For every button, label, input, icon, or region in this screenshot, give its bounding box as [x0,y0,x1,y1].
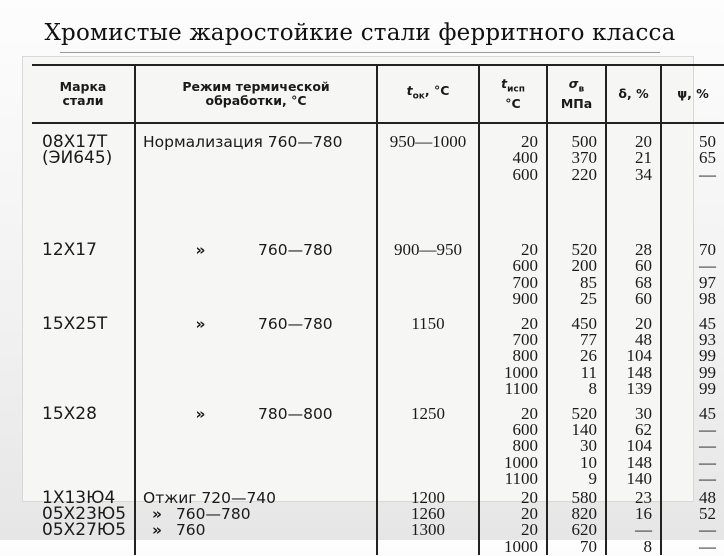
cell-grade: 15Х28 [42,403,97,424]
title-divider [60,52,660,53]
cell-grade: 08Х17Т (ЭИ645) [42,132,113,169]
cell-psi: 70 — 97 98 [661,242,724,308]
cell-heat-treatment: Нормализация 760—780 [135,123,377,242]
cell-t-ok: 900—950 [377,242,479,308]
table-row [32,308,724,398]
cell-sigma: 520 200 85 25 [547,242,606,308]
cell-sigma: 520 140 30 10 9 [547,398,606,490]
cell-heat-treatment: » 780—800 [135,398,377,490]
cell-psi: 45 — — — — [661,398,724,490]
cell-t-isp: 20 700 800 1000 1100 [479,308,547,398]
table-row [32,123,724,242]
header-delta: δ, % [606,65,661,123]
slide-title: Хромистые жаростойкие стали ферритного класса [44,20,676,46]
header-grade: Марка стали [32,65,135,123]
cell-t-ok: 1150 [377,308,479,398]
cell-delta: 20 48 104 148 139 [606,308,661,398]
cell-sigma: 450 77 26 11 8 [547,308,606,398]
steel-properties-table [32,64,724,555]
cell-t-ok: 950—1000 [377,123,479,242]
cell-psi: 48 52 — — [661,490,724,556]
cell-t-ok: 1250 [377,398,479,490]
cell-t-isp: 20 600 800 1000 1100 [479,398,547,490]
cell-grade: 12Х17 [42,240,97,260]
header-t-isp: $t_{исп}$ °С [479,65,547,123]
cell-heat-treatment: » 760—780 [135,308,377,398]
cell-sigma: 580 820 620 70 [547,490,606,556]
cell-delta: 28 60 68 60 [606,242,661,308]
cell-t-isp: 20 20 20 1000 [479,490,547,556]
table-row [32,242,724,308]
cell-psi: 50 65 — [661,123,724,242]
scanned-table-image [22,56,716,556]
header-sigma: $\sigma_в$ МПа [547,65,606,123]
cell-psi: 45 93 99 99 99 [661,308,724,398]
table-header-row [32,65,724,123]
header-psi: ψ, % [661,65,724,123]
cell-delta: 23 16 — 8 [606,490,661,556]
cell-sigma: 500 370 220 [547,123,606,242]
cell-t-ok: 1200 1260 1300 [377,490,479,556]
cell-t-isp: 20 600 700 900 [479,242,547,308]
table-row [32,490,724,556]
cell-grade: 15Х25Т [42,313,108,334]
header-t-ok: $t_{ок}$, °С [377,65,479,123]
table-row [32,398,724,490]
cell-heat-treatment: » 760—780 [135,242,377,308]
cell-delta: 30 62 104 148 140 [606,398,661,490]
header-heat-treatment: Режим термической обработки, °С [135,65,377,123]
cell-delta: 20 21 34 [606,123,661,242]
cell-grade: 1Х13Ю4 05Х23Ю5 05Х27Ю5 [42,487,127,541]
cell-heat-treatment: Отжиг 720—740 » 760—780 » 760 [135,490,377,556]
cell-t-isp: 20 400 600 [479,123,547,242]
